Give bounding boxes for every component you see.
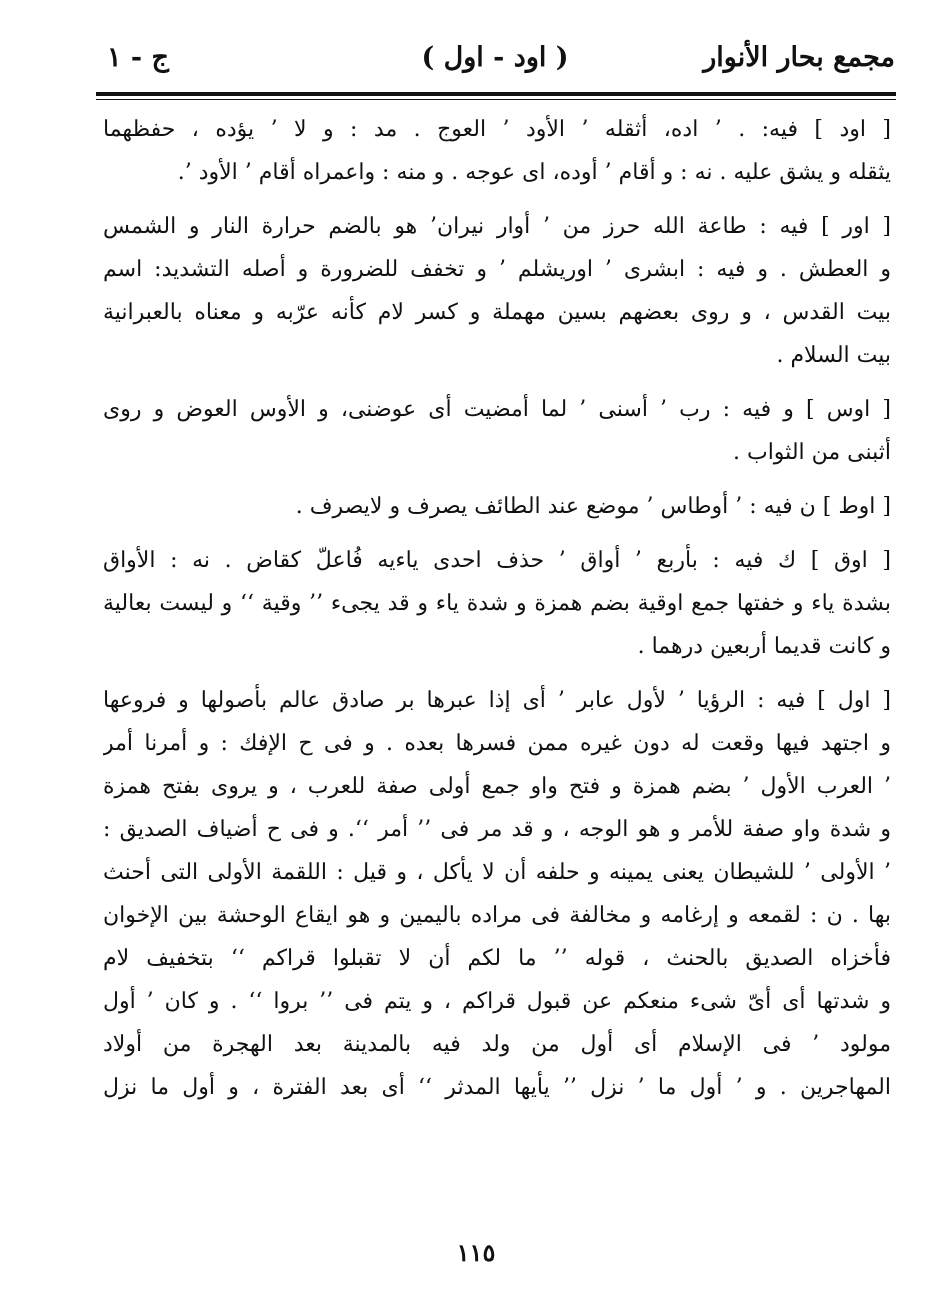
running-header	[95, 42, 895, 92]
text-line: و اجتهد فيها وقعت له دون غيره ممن فسرها بعده . و فى ح الإفك : و أمرنا أمر	[103, 731, 891, 756]
text-line: [ اود ] فيه: . ’ اده، أثقله ’ الأود ’ العوج . مد : و لا ’ يؤده ، حفظهما	[103, 117, 891, 142]
text-line: بيت القدس ، و روى بعضهم بسين مهملة و كسر لام كأنه عرّبه و معناه بالعبرانية	[103, 300, 891, 325]
text-line: [ اور ] فيه : طاعة الله حرز من ’ أوار نيران’ هو بالضم حرارة النار و الشمس	[103, 214, 891, 239]
text-line: أثبنى من الثواب .	[733, 440, 891, 465]
header-rule-thick	[96, 92, 896, 96]
text-line: مولود ’ فى الإسلام أى أول من ولد فيه بالمدينة بعد الهجرة من أولاد	[103, 1032, 891, 1057]
text-line: [ اوس ] و فيه : رب ’ أسنى ’ لما أمضيت أى عوضنى، و الأوس العوض و روى	[103, 397, 891, 422]
book-title: مجمع بحار الأنوار	[703, 42, 895, 73]
text-line: و العطش . و فيه : ابشرى ’ اوريشلم ’ و تخفف للضرورة و أصله التشديد: اسم	[103, 257, 891, 282]
text-line: [ اوق ] ك فيه : بأربع ’ أواق ’ حذف احدى ياءيه فُاعلّ كقاض . نه : الأواق	[103, 548, 891, 573]
text-line: ’ العرب الأول ’ بضم همزة و فتح واو جمع أولى صفة للعرب ، و يروى بفتح همزة	[103, 774, 891, 799]
text-line: و شدة واو صفة للأمر و هو الوجه ، و قد مر فى ’’ أمر ‘‘. و فى ح أضياف الصديق :	[103, 817, 891, 842]
page-number: ١١٥	[456, 1238, 496, 1267]
volume-label: ج - ١	[107, 42, 169, 73]
text-line: بيت السلام .	[776, 343, 891, 368]
text-line: [ اول ] فيه : الرؤيا ’ لأول عابر ’ أى إذا عبرها بر صادق عالم بأصولها و فروعها	[103, 688, 891, 713]
text-line: المهاجرين . و ’ أول ما ’ نزل ’’ يأيها المدثر ‘‘ أى بعد الفترة ، و أول ما نزل	[103, 1075, 891, 1100]
text-line: ’ الأولى ’ للشيطان يعنى يمينه و حلفه أن لا يأكل ، و قيل : اللقمة الأولى التى أحنث	[103, 860, 891, 885]
text-line: و كانت قديما أربعين درهما .	[637, 634, 891, 659]
text-line: بشدة ياء و خفتها جمع اوقية بضم همزة و شدة ياء و قد يجىء ’’ وقية ‘‘ و ليست بعالية	[103, 591, 891, 616]
text-line: بها . ن : لقمعه و إرغامه و مخالفة فى مراده باليمين و هو ايقاع الوحشة بين الإخوان	[103, 903, 891, 928]
text-line: [ اوط ] ن فيه : ’ أوطاس ’ موضع عند الطائف يصرف و لايصرف .	[295, 494, 891, 519]
entry-range: ( اود - اول )	[421, 42, 569, 73]
text-line: فأخزاه الصديق بالحنث ، قوله ’’ ما لكم أن لا تقبلوا قراكم ‘‘ بتخفيف لام	[103, 946, 891, 971]
header-rule-thin	[96, 99, 896, 100]
text-line: يثقله و يشق عليه . نه : و أقام ’ أوده، اى عوجه . و منه : واعمراه أقام ’ الأود ’.	[177, 160, 891, 185]
text-line: و شدتها أى أىّ شىء منعكم عن قبول قراكم ، و يتم فى ’’ بروا ‘‘ . و كان ’ أول	[103, 989, 891, 1014]
body-text	[103, 108, 891, 1109]
